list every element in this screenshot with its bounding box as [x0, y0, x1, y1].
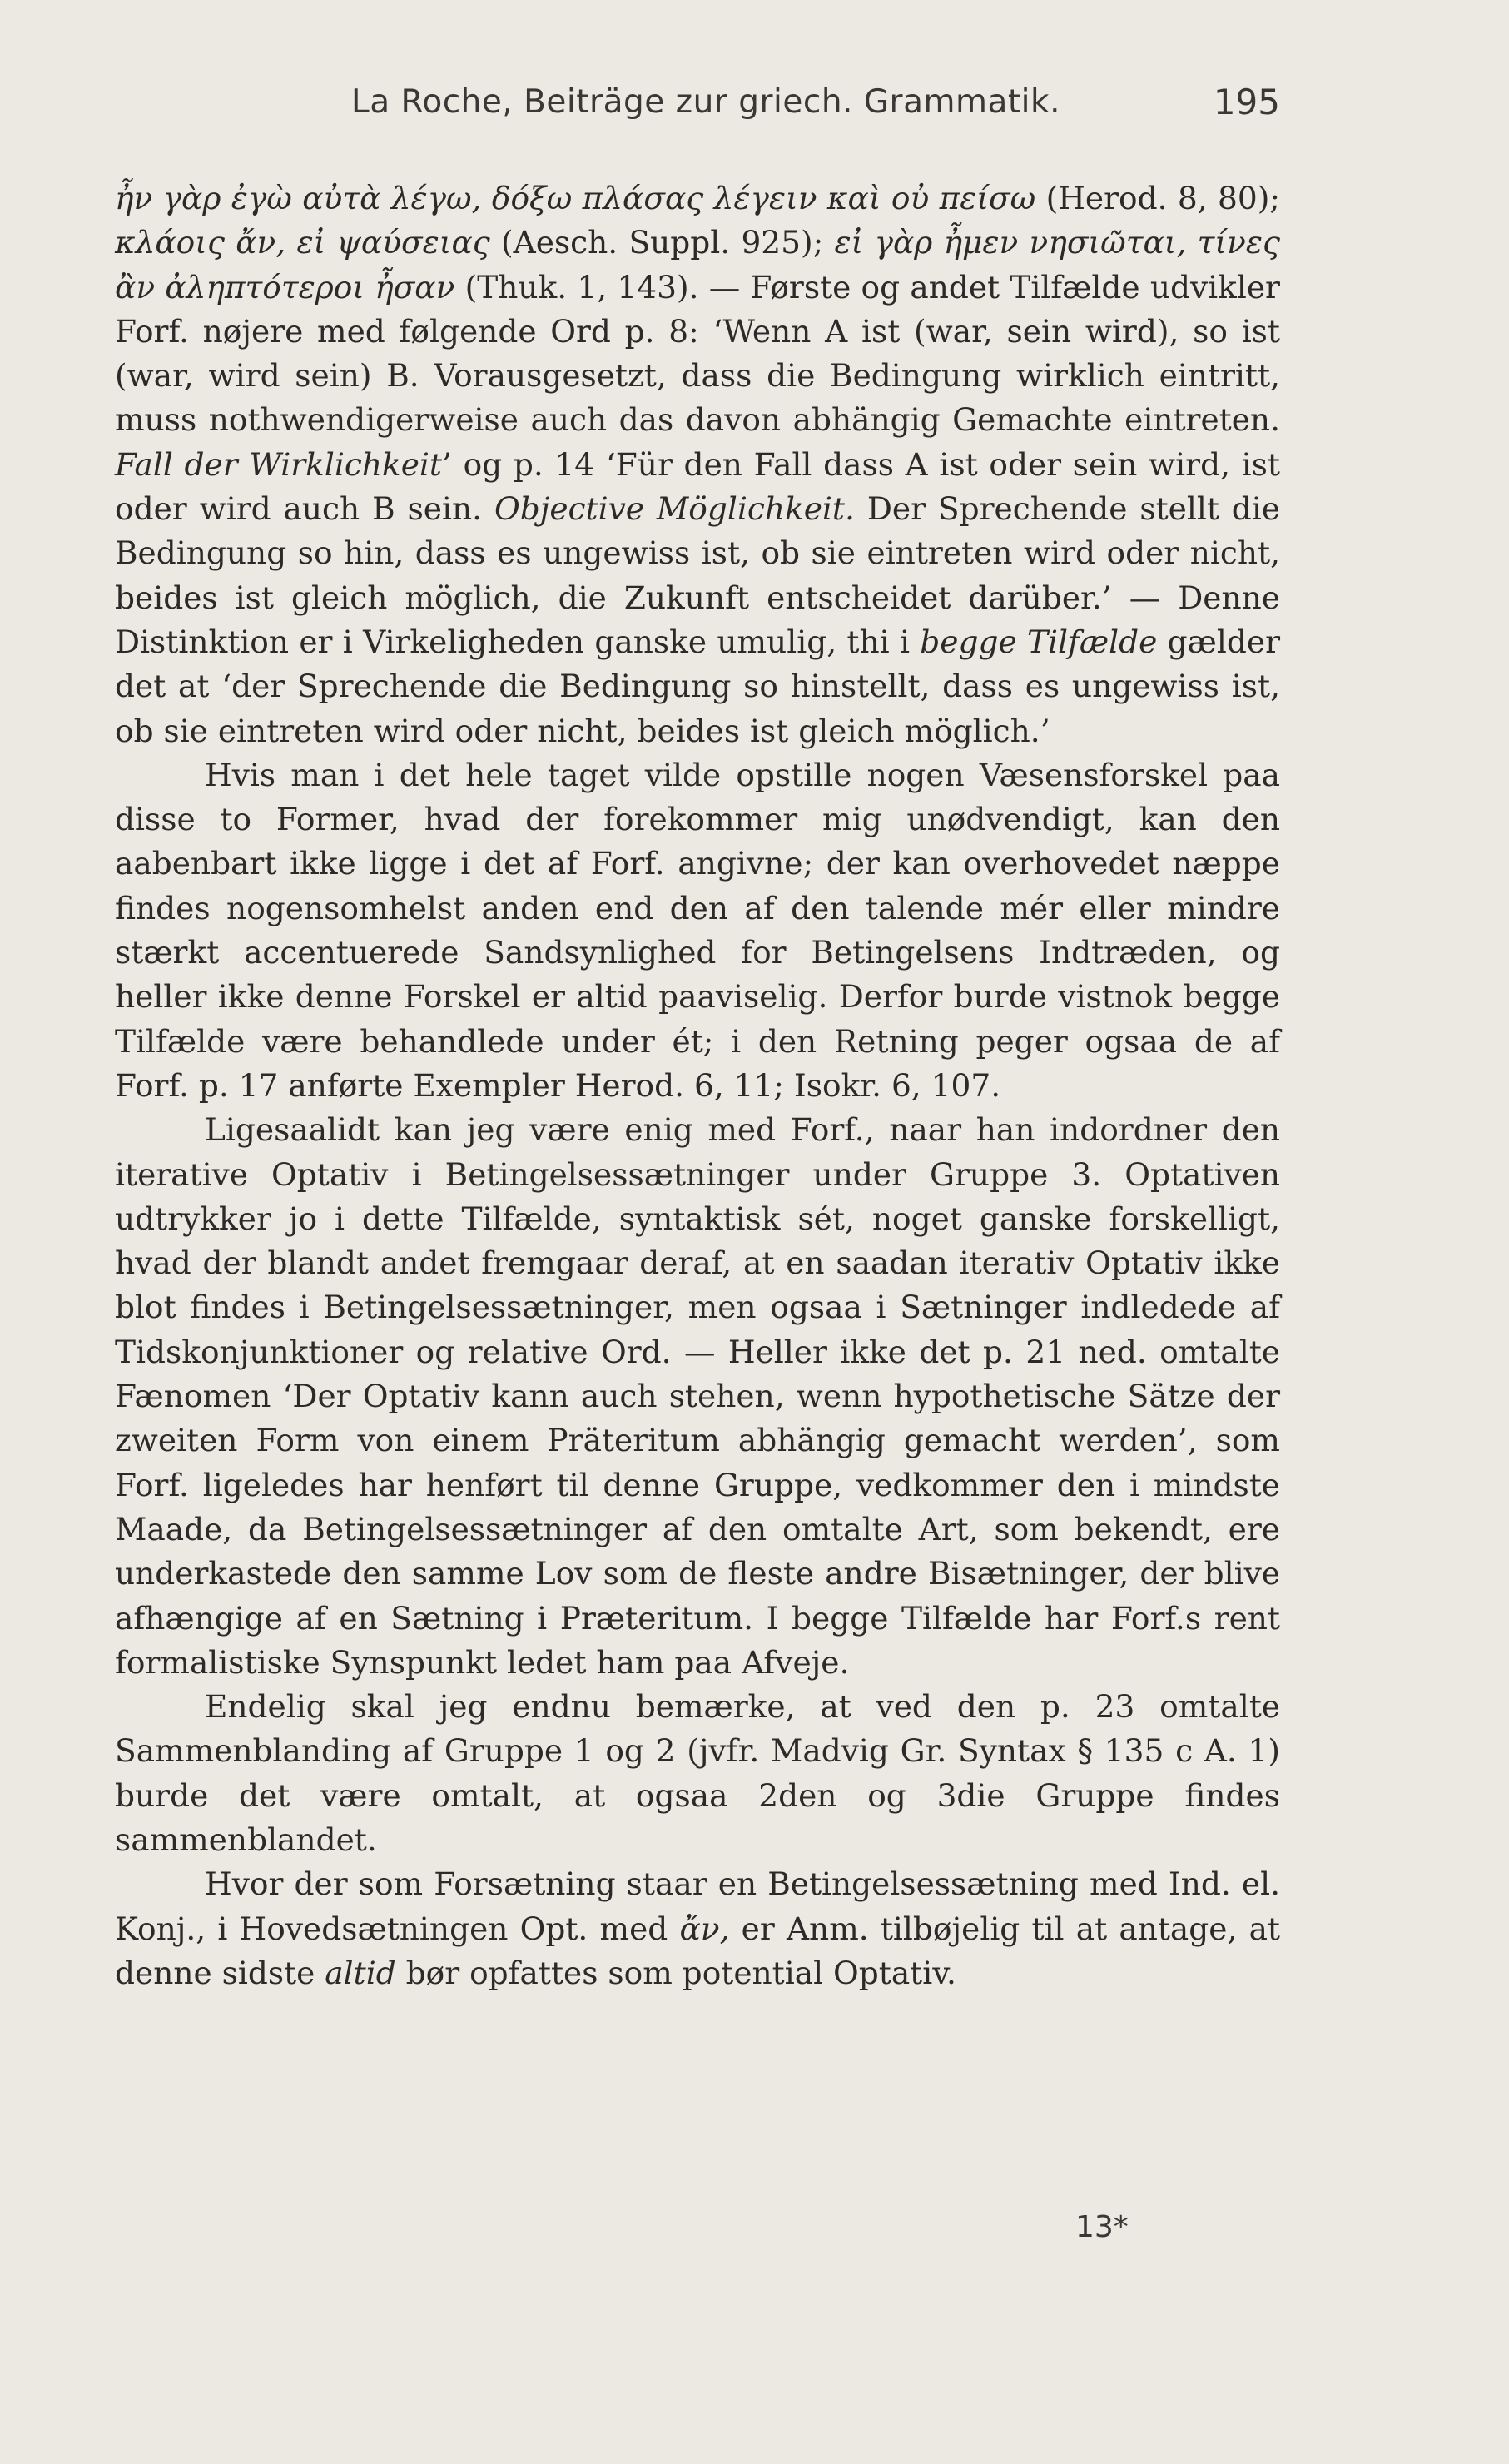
text-run: altid — [325, 1954, 396, 1991]
text-run: Hvor der som Forsætning staar en Betingelsessætning med Ind. el. Konj., i Hovedsætningen Opt. med — [115, 1865, 1280, 1947]
paragraph-2 — [115, 753, 1280, 1108]
paragraph-5 — [115, 1862, 1280, 1995]
page-number: 195 — [1213, 82, 1280, 122]
text-run: Hvis man i det hele taget vilde opstille nogen Væsensforskel paa disse to Former, hvad der forekommer mig unødvendigt, kan den aabenbart ikke ligge i det af Forf. angivne; der kan overhovedet næppe findes nogensomhelst anden end den af den talende mér eller mindre stærkt accentuerede Sandsynlighed for Betingelsens Indtræden, og heller ikke denne Forskel er altid paaviselig. Derfor burde vistnok begge Tilfælde være behandlede under ét; i den Retning peger ogsaa de af Forf. p. 17 anførte Exempler Herod. 6, 11; Isokr. 6, 107. — [115, 756, 1280, 1104]
text-run: εἰ γὰρ ἦμεν νησιῶται, τίνες ἂν ἀληπτότεροι ἦσαν — [115, 224, 1280, 306]
signature-mark: 13* — [1075, 2210, 1129, 2244]
text-run: Der Sprechende stellt die Bedingung so hin, dass es ungewiss ist, ob sie eintreten wird oder nicht, beides ist gleich möglich, die Zukunft entscheidet darüber.’ — Denne Distinktion er i Virkeligheden ganske umulig, thi i — [115, 490, 1280, 660]
text-run: Objective Möglichkeit. — [494, 490, 855, 528]
text-run: (Thuk. 1, 143). — Første og andet Tilfælde udvikler Forf. nøjere med følgende Ord p. 8: ‘Wenn A ist (war, sein wird), so ist (war, wird sein) B. Vorausgesetzt, dass die Bedingung wirklich eintritt, muss nothwendigerweise auch das davon abhängig Gemachte eintreten. — [115, 268, 1280, 439]
text-run: bør opfattes som potential Optativ. — [395, 1954, 956, 1991]
text-run: Endelig skal jeg endnu bemærke, at ved den p. 23 omtalte Sammenblanding af Gruppe 1 og 2 (jvfr. Madvig Gr. Syntax § 135 c A. 1) burde det være omtalt, at ogsaa 2den og 3die Gruppe findes sammenblandet. — [115, 1688, 1280, 1858]
text-run: (Aesch. Suppl. 925); — [489, 224, 835, 261]
paragraph-1 — [115, 176, 1280, 753]
text-run: (Herod. 8, 80); — [1035, 180, 1280, 216]
text-run: Fall der Wirklichkeit — [115, 445, 442, 483]
text-run: ’ og p. 14 ‘Für den Fall dass A ist oder sein wird, ist oder wird auch B sein. — [115, 445, 1280, 528]
text-run: ἦν γὰρ ἐγὼ αὐτὰ λέγω, δόξω πλάσας λέγειν καὶ οὐ πείσω — [115, 180, 1036, 216]
running-title: La Roche, Beiträge zur griech. Grammatik. — [351, 83, 1060, 121]
text-run: begge Tilfælde — [920, 623, 1158, 660]
running-header — [115, 83, 1280, 142]
body-text — [115, 176, 1280, 1995]
text-run: ἄν, — [679, 1910, 730, 1947]
text-run: er Anm. tilbøjelig til at antage, at denne sidste — [115, 1910, 1280, 1991]
paragraph-3 — [115, 1108, 1280, 1685]
text-run: Ligesaalidt kan jeg være enig med Forf., naar han indordner den iterative Optativ i Betingelsessætninger under Gruppe 3. Optativen udtrykker jo i dette Tilfælde, syntaktisk sét, noget ganske forskelligt, hvad der blandt andet fremgaar deraf, at en saadan iterativ Optativ ikke blot findes i Betingelsessætninger, men ogsaa i Sætninger indledede af Tidskonjunktioner og relative Ord. — Heller ikke det p. 21 ned. omtalte Fænomen ‘Der Optativ kann auch stehen, wenn hypothetische Sätze der zweiten Form von einem Präteritum abhängig gemacht werden’, som Forf. ligeledes har henført til denne Gruppe, vedkommer den i mindste Maade, da Betingelsessætninger af den omtalte Art, som bekendt, ere underkastede den samme Lov som de fleste andre Bisætninger, der blive afhængige af en Sætning i Præteritum. I begge Tilfælde har Forf.s rent formalistiske Synspunkt ledet ham paa Afveje. — [115, 1111, 1280, 1681]
text-run: κλάοις ἄν, εἰ ψαύσειας — [115, 224, 490, 261]
text-run: gælder det at ‘der Sprechende die Bedingung so hinstellt, dass es ungewiss ist, ob sie eintreten wird oder nicht, beides ist gleich möglich.’ — [115, 623, 1281, 749]
paragraph-4 — [115, 1685, 1280, 1862]
